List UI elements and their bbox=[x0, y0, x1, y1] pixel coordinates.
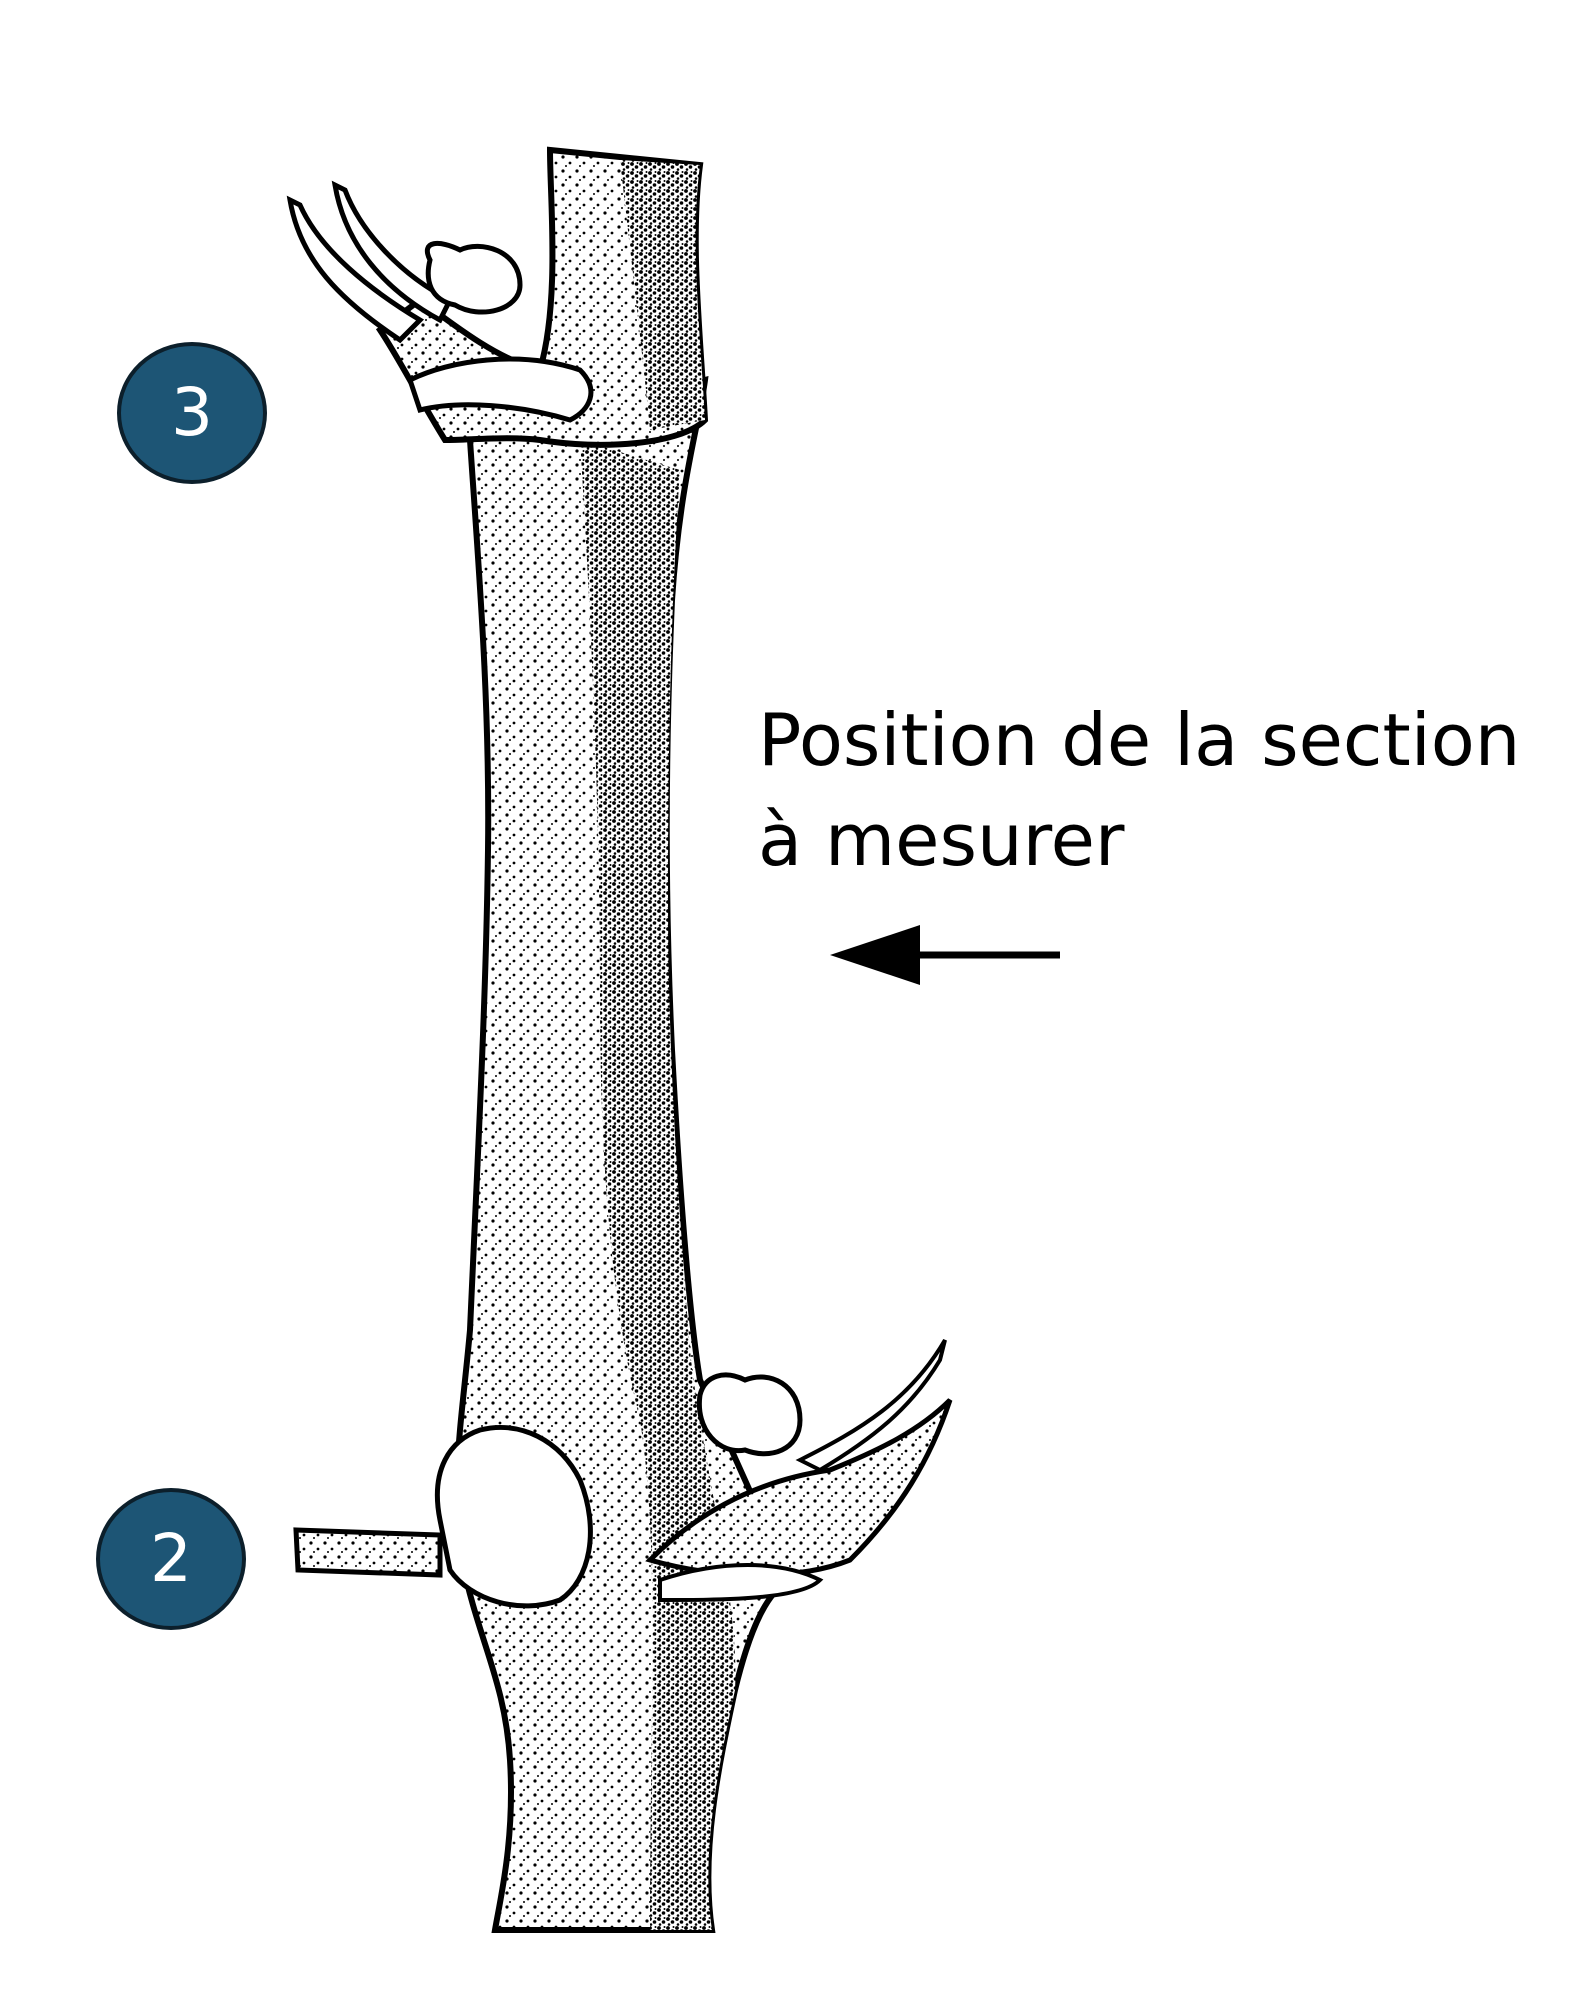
upper-bud bbox=[427, 243, 520, 312]
pointer-arrow-icon bbox=[830, 920, 1060, 990]
measurement-caption bbox=[758, 690, 1558, 890]
node-badge-2 bbox=[96, 1488, 246, 1630]
caption-line-2: à mesurer bbox=[758, 798, 1125, 882]
node-badge-3-label: 3 bbox=[171, 374, 213, 451]
caption-line-1: Position de la section bbox=[758, 698, 1521, 782]
lower-left-petiole bbox=[296, 1530, 440, 1575]
lower-bud bbox=[699, 1375, 800, 1454]
node-badge-2-label: 2 bbox=[150, 1520, 192, 1597]
node-badge-3 bbox=[117, 342, 267, 484]
